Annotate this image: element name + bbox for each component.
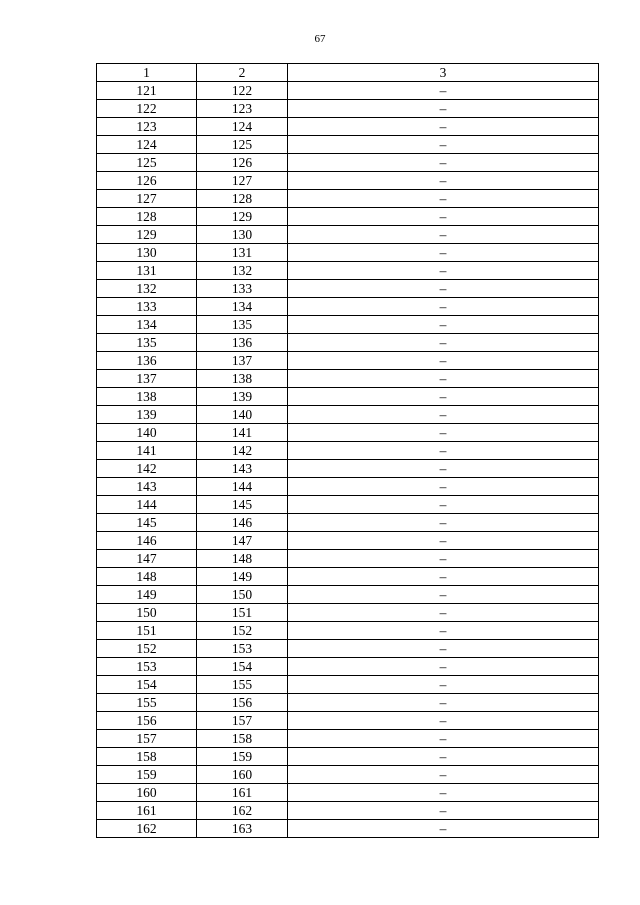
table-cell: 141 [197,424,288,442]
table-row [97,388,599,406]
table-cell: 133 [197,280,288,298]
table-cell: – [288,802,599,820]
column-header: 2 [197,64,288,82]
table-cell: 157 [197,712,288,730]
table-cell: – [288,136,599,154]
table-cell: 132 [197,262,288,280]
table-cell: 148 [197,550,288,568]
table-cell: 158 [197,730,288,748]
table-row [97,280,599,298]
table-row [97,100,599,118]
table-row [97,460,599,478]
table-row [97,118,599,136]
table-cell: 160 [97,784,197,802]
table-cell: 134 [197,298,288,316]
table-header-row [97,64,599,82]
table-cell: – [288,406,599,424]
table-cell: – [288,604,599,622]
table-row [97,442,599,460]
table-row [97,244,599,262]
table-cell: – [288,352,599,370]
table-cell: 143 [97,478,197,496]
table-cell: 153 [97,658,197,676]
table-cell: – [288,478,599,496]
table-cell: 138 [197,370,288,388]
table-row [97,136,599,154]
table-cell: – [288,388,599,406]
table-cell: – [288,118,599,136]
table-cell: 155 [197,676,288,694]
table-cell: 131 [97,262,197,280]
table-cell: 159 [197,748,288,766]
table-cell: 145 [197,496,288,514]
table-cell: 124 [197,118,288,136]
table-cell: 154 [97,676,197,694]
table-cell: 131 [197,244,288,262]
table-row [97,784,599,802]
table-row [97,352,599,370]
table-row [97,820,599,838]
table-row [97,424,599,442]
table-row [97,298,599,316]
table-row [97,154,599,172]
table-cell: 138 [97,388,197,406]
table-cell: 152 [197,622,288,640]
table-cell: 151 [197,604,288,622]
table-cell: – [288,424,599,442]
table-cell: 162 [197,802,288,820]
table-row [97,316,599,334]
table-cell: 156 [97,712,197,730]
data-table [96,63,599,838]
table-cell: – [288,658,599,676]
table-cell: – [288,622,599,640]
table-row [97,190,599,208]
table-cell: – [288,262,599,280]
table-cell: 150 [97,604,197,622]
table-cell: – [288,298,599,316]
table-cell: 150 [197,586,288,604]
table-cell: 147 [97,550,197,568]
table-cell: 157 [97,730,197,748]
table-cell: 152 [97,640,197,658]
column-header: 3 [288,64,599,82]
table-cell: – [288,820,599,838]
table-cell: 142 [97,460,197,478]
table-cell: – [288,496,599,514]
table-row [97,568,599,586]
table-cell: – [288,190,599,208]
table-cell: 126 [97,172,197,190]
table-cell: 122 [197,82,288,100]
table-cell: 146 [197,514,288,532]
table-cell: – [288,766,599,784]
table-cell: 153 [197,640,288,658]
table-cell: – [288,532,599,550]
table-cell: 133 [97,298,197,316]
table-row [97,766,599,784]
column-header: 1 [97,64,197,82]
table-cell: 161 [197,784,288,802]
table-row [97,676,599,694]
table-cell: 146 [97,532,197,550]
table-cell: 121 [97,82,197,100]
table-cell: 136 [97,352,197,370]
table-row [97,370,599,388]
table-cell: 128 [97,208,197,226]
table-cell: – [288,370,599,388]
table-cell: 147 [197,532,288,550]
table-cell: 124 [97,136,197,154]
table-cell: – [288,550,599,568]
table-cell: 161 [97,802,197,820]
table-row [97,658,599,676]
table-row [97,226,599,244]
table-cell: – [288,280,599,298]
table-cell: – [288,208,599,226]
table-row [97,802,599,820]
table-cell: 127 [197,172,288,190]
table-cell: 122 [97,100,197,118]
table-cell: 143 [197,460,288,478]
table-cell: 125 [97,154,197,172]
table-row [97,532,599,550]
page-number: 67 [314,33,326,45]
table-cell: 123 [97,118,197,136]
table-cell: 135 [97,334,197,352]
table-row [97,334,599,352]
table-cell: – [288,334,599,352]
table-cell: 137 [197,352,288,370]
table-cell: – [288,712,599,730]
table-row [97,478,599,496]
table-cell: 136 [197,334,288,352]
table-cell: 156 [197,694,288,712]
table-cell: 141 [97,442,197,460]
table-cell: 135 [197,316,288,334]
table-cell: 159 [97,766,197,784]
table-cell: – [288,154,599,172]
table-cell: – [288,514,599,532]
table-cell: 142 [197,442,288,460]
table-row [97,730,599,748]
table-row [97,82,599,100]
table-cell: 129 [97,226,197,244]
table-cell: 154 [197,658,288,676]
table-cell: – [288,748,599,766]
table-cell: – [288,640,599,658]
table-cell: 148 [97,568,197,586]
table-cell: – [288,172,599,190]
table-cell: 126 [197,154,288,172]
table-row [97,604,599,622]
table-row [97,496,599,514]
table-cell: 139 [97,406,197,424]
table-cell: 139 [197,388,288,406]
table-cell: 140 [97,424,197,442]
table-cell: 144 [97,496,197,514]
table-cell: – [288,316,599,334]
table-cell: 125 [197,136,288,154]
table-cell: 137 [97,370,197,388]
table-cell: – [288,100,599,118]
table-cell: 134 [97,316,197,334]
table-cell: 130 [97,244,197,262]
table-body [97,82,599,838]
table-cell: – [288,226,599,244]
table-cell: 145 [97,514,197,532]
table-cell: – [288,82,599,100]
table-cell: – [288,676,599,694]
table-cell: – [288,244,599,262]
table-row [97,172,599,190]
table-cell: 160 [197,766,288,784]
table-cell: 149 [97,586,197,604]
table-cell: – [288,784,599,802]
table-row [97,586,599,604]
table-row [97,262,599,280]
table-cell: 123 [197,100,288,118]
table-row [97,550,599,568]
table-cell: 128 [197,190,288,208]
table-cell: 163 [197,820,288,838]
table-cell: 144 [197,478,288,496]
table-cell: 155 [97,694,197,712]
table-cell: 132 [97,280,197,298]
table-cell: 127 [97,190,197,208]
table-cell: – [288,730,599,748]
table-cell: 140 [197,406,288,424]
table-cell: – [288,460,599,478]
table-row [97,406,599,424]
table-cell: – [288,694,599,712]
table-cell: – [288,568,599,586]
table-row [97,622,599,640]
table-row [97,208,599,226]
table-row [97,694,599,712]
table-row [97,748,599,766]
table-row [97,640,599,658]
table-cell: 151 [97,622,197,640]
table-row [97,712,599,730]
table-cell: – [288,442,599,460]
table-cell: 162 [97,820,197,838]
table-cell: 158 [97,748,197,766]
table-row [97,514,599,532]
table-cell: 129 [197,208,288,226]
table-cell: – [288,586,599,604]
table-cell: 149 [197,568,288,586]
table-cell: 130 [197,226,288,244]
